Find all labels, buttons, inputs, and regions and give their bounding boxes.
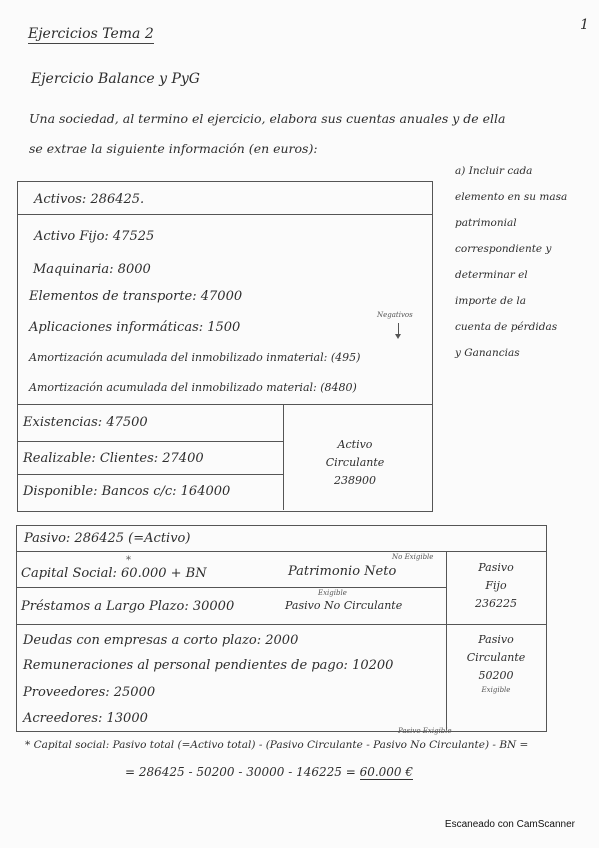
question-a-notes: [455, 158, 580, 366]
question-a-line: elemento en su masa: [455, 191, 568, 203]
label-line: 236225: [475, 597, 517, 611]
question-a-line: importe de la: [455, 295, 527, 307]
activo-header: Activos: 286425.: [34, 192, 145, 207]
page-number: 1: [580, 17, 589, 33]
activo-circulante-item: Realizable: Clientes: 27400: [23, 451, 204, 466]
activo-circulante-item: Disponible: Bancos c/c: 164000: [23, 484, 231, 499]
divider: [283, 404, 284, 510]
patrimonio-neto: Patrimonio Neto: [288, 564, 397, 579]
exercise-subtitle: Ejercicio Balance y PyG: [31, 71, 200, 87]
pasivo-circulante-item: Deudas con empresas a corto plazo: 2000: [23, 633, 299, 648]
activo-circulante-item: Existencias: 47500: [23, 415, 148, 430]
footnote-result: 60.000 €: [359, 765, 414, 779]
footnote-line-1: * Capital social: Pasivo total (=Activo total) - (Pasivo Circulante - Pasivo No Circulante) - BN =: [25, 739, 529, 751]
label-line: 50200: [478, 669, 514, 683]
pasivo-circulante-item: Proveedores: 25000: [23, 685, 156, 700]
capital-social: Capital Social: 60.000 + BN: [21, 566, 207, 581]
question-a-line: a) Incluir cada: [455, 165, 533, 177]
question-a-line: determinar el: [455, 269, 528, 281]
intro-line-2: se extrae la siguiente información (en euros):: [29, 141, 318, 156]
activo-item: Maquinaria: 8000: [33, 262, 151, 277]
exigible-note: Exigible: [318, 589, 347, 597]
label-line: Activo: [337, 438, 373, 451]
activo-item: Elementos de transporte: 47000: [29, 289, 243, 304]
divider: [446, 551, 447, 730]
pasivo-circulante-item: Remuneraciones al personal pendientes de pago: 10200: [23, 658, 394, 673]
divider: [17, 474, 283, 475]
divider: [16, 551, 547, 552]
intro-line-1: Una sociedad, al termino el ejercicio, elabora sus cuentas anuales y de ella: [29, 111, 506, 126]
question-a-line: correspondiente y: [455, 243, 552, 255]
activo-item: Amortización acumulada del inmobilizado inmaterial: (495): [29, 351, 361, 364]
divider: [17, 404, 433, 405]
pasivo-fijo-label: [451, 559, 541, 613]
pasivo-circulante-label: [451, 631, 541, 696]
question-a-line: patrimonial: [455, 217, 517, 229]
label-note: Exigible: [481, 686, 511, 695]
activo-fijo-title: Activo Fijo: 47525: [34, 229, 155, 244]
page-title: Ejercicios Tema 2: [28, 26, 154, 42]
label-line: Pasivo: [478, 561, 514, 574]
pasivo-header: Pasivo: 286425 (=Activo): [24, 531, 191, 546]
label-line: Circulante: [325, 456, 385, 470]
label-line: Fijo: [485, 579, 507, 593]
pasivo-table: [16, 525, 547, 732]
footnote-calculation: = 286425 - 50200 - 30000 - 146225 =: [125, 765, 360, 779]
activo-item: Amortización acumulada del inmobilizado material: (8480): [29, 381, 357, 394]
prestamos-largo-plazo: Préstamos a Largo Plazo: 30000: [21, 599, 235, 614]
divider: [17, 441, 283, 442]
divider: [17, 214, 433, 215]
asterisk-mark: *: [126, 555, 131, 566]
pasivo-no-circulante: Pasivo No Circulante: [285, 599, 403, 612]
pasivo-exigible-note: Pasivo Exigible: [398, 727, 452, 735]
question-a-line: cuenta de pérdidas: [455, 321, 558, 333]
no-exigible-note: No Exigible: [392, 553, 434, 561]
footnote-line-2: [125, 766, 413, 778]
label-line: Pasivo: [478, 633, 514, 646]
negativos-note: Negativos: [377, 311, 413, 319]
activo-circulante-label: [295, 436, 415, 490]
label-line: 238900: [334, 474, 376, 488]
scanner-watermark: Escaneado con CamScanner: [444, 819, 575, 830]
divider: [16, 587, 446, 588]
pasivo-circulante-item: Acreedores: 13000: [23, 711, 148, 726]
down-arrow-icon: [398, 323, 399, 337]
question-a-line: y Ganancias: [455, 347, 520, 359]
divider: [16, 624, 547, 625]
activo-item: Aplicaciones informáticas: 1500: [29, 320, 241, 335]
label-line: Circulante: [466, 651, 526, 665]
